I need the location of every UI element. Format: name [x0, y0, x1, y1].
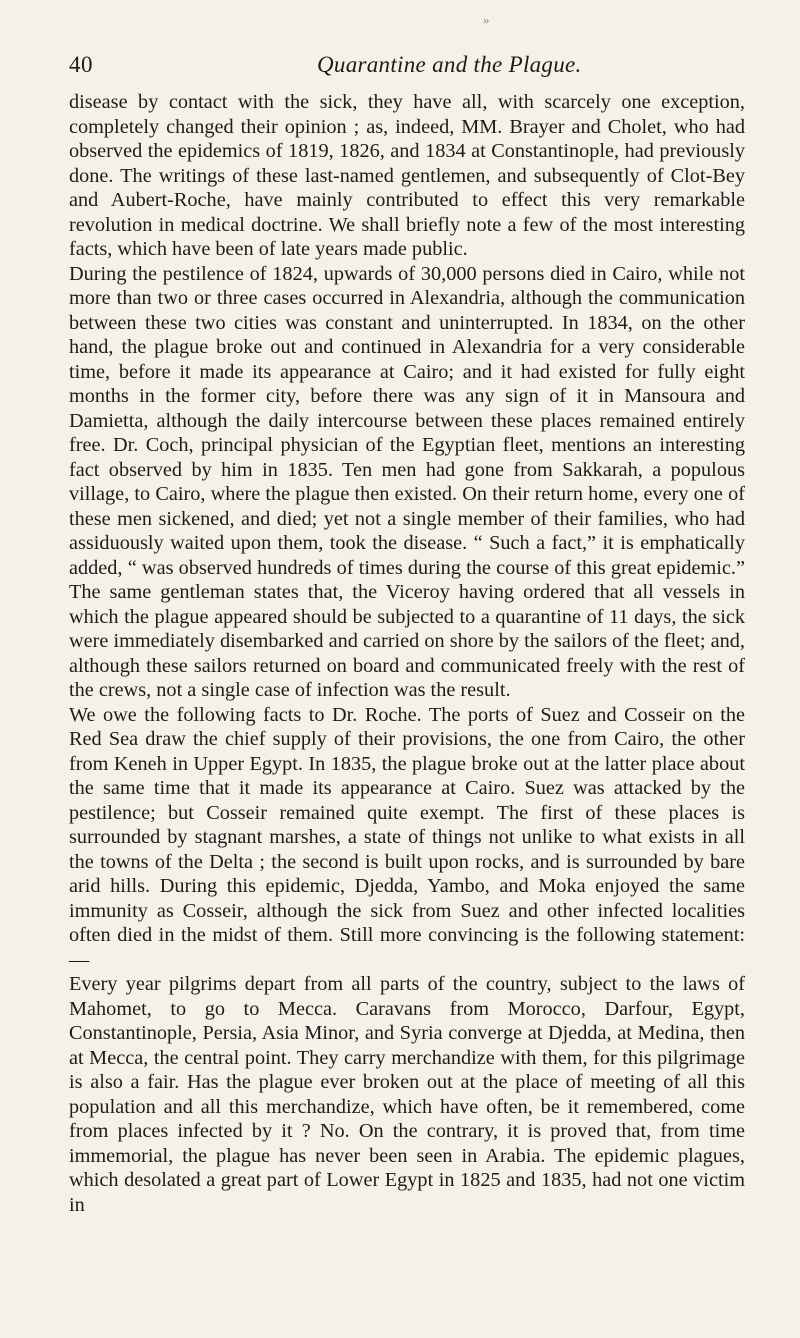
- paragraph-3: We owe the following facts to Dr. Roche. The ports of Suez and Cosseir on the Red Sea draw the chief supply of their provisions, the one from Cairo, the other from Keneh in Upper Egypt. In 1835, the plague broke out at the latter place about the same time that it made its appearance at Cairo. Suez was attacked by the pestilence; but Cosseir remained quite exempt. The first of these places is surrounded by stagnant marshes, a state of things not unlike to what exists in all the towns of the Delta ; the second is built upon rocks, and is surrounded by bare arid hills. During this epidemic, Djedda, Yambo, and Moka enjoyed the same immunity as Cosseir, although the sick from Suez and other infected localities often died in the midst of them. Still more convincing is the following statement:—: [69, 703, 745, 971]
- paragraph-2: During the pestilence of 1824, upwards of 30,000 persons died in Cairo, while not more than two or three cases occurred in Alexandria, although the communication between these two cities was constant and uninterrupted. In 1834, on the other hand, the plague broke out and continued in Alexandria for a very considerable time, before it made its appearance at Cairo; and it had existed for fully eight months in the former city, before there was any sign of it in Mansoura and Damietta, although the daily intercourse between these places remained entirely free. Dr. Coch, principal physician of the Egyptian fleet, mentions an interesting fact observed by him in 1835. Ten men had gone from Sakkarah, a populous village, to Cairo, where the plague then existed. On their return home, every one of these men sickened, and died; yet not a single member of their families, who had assiduously waited upon them, took the disease. “ Such a fact,” it is emphatically added, “ was observed hundreds of times during the course of this great epidemic.” The same gentleman states that, the Viceroy having ordered that all vessels in which the plague appeared should be subjected to a quarantine of 11 days, the sick were immediately disembarked and carried on shore by the sailors of the fleet; and, although these sailors returned on board and communicated freely with the rest of the crews, not a single case of infection was the result.: [69, 262, 745, 701]
- stray-mark: »: [483, 12, 490, 27]
- body-text: [69, 90, 745, 1217]
- paragraph-4: Every year pilgrims depart from all parts of the country, subject to the laws of Mahomet, to go to Mecca. Caravans from Morocco, Darfour, Egypt, Constantinople, Persia, Asia Minor, and Syria converge at Djedda, at Medina, then at Mecca, the central point. They carry merchandize with them, for this pilgrimage is also a fair. Has the plague ever broken out at the place of meeting of all this population and all this merchandize, which have often, be it remembered, come from places infected by it ? No. On the contrary, it is proved that, from time immemorial, the plague has never been seen in Arabia. The epidemic plagues, which desolated a great part of Lower Egypt in 1825 and 1835, had not one victim in: [69, 973, 745, 1216]
- paragraph-1: disease by contact with the sick, they have all, with scarcely one exception, completely changed their opinion ; as, indeed, MM. Brayer and Cholet, who had observed the epidemics of 1819, 1826, and 1834 at Constantinople, had previously done. The writings of these last-named gentlemen, and subsequently of Clot-Bey and Aubert-Roche, have mainly contributed to effect this very remarkable revolution in medical doctrine. We shall briefly note a few of the most interesting facts, which have been of late years made public.: [69, 91, 745, 260]
- page-number: 40: [69, 52, 93, 77]
- page-header: [69, 52, 742, 82]
- running-title: Quarantine and the Plague.: [317, 52, 582, 77]
